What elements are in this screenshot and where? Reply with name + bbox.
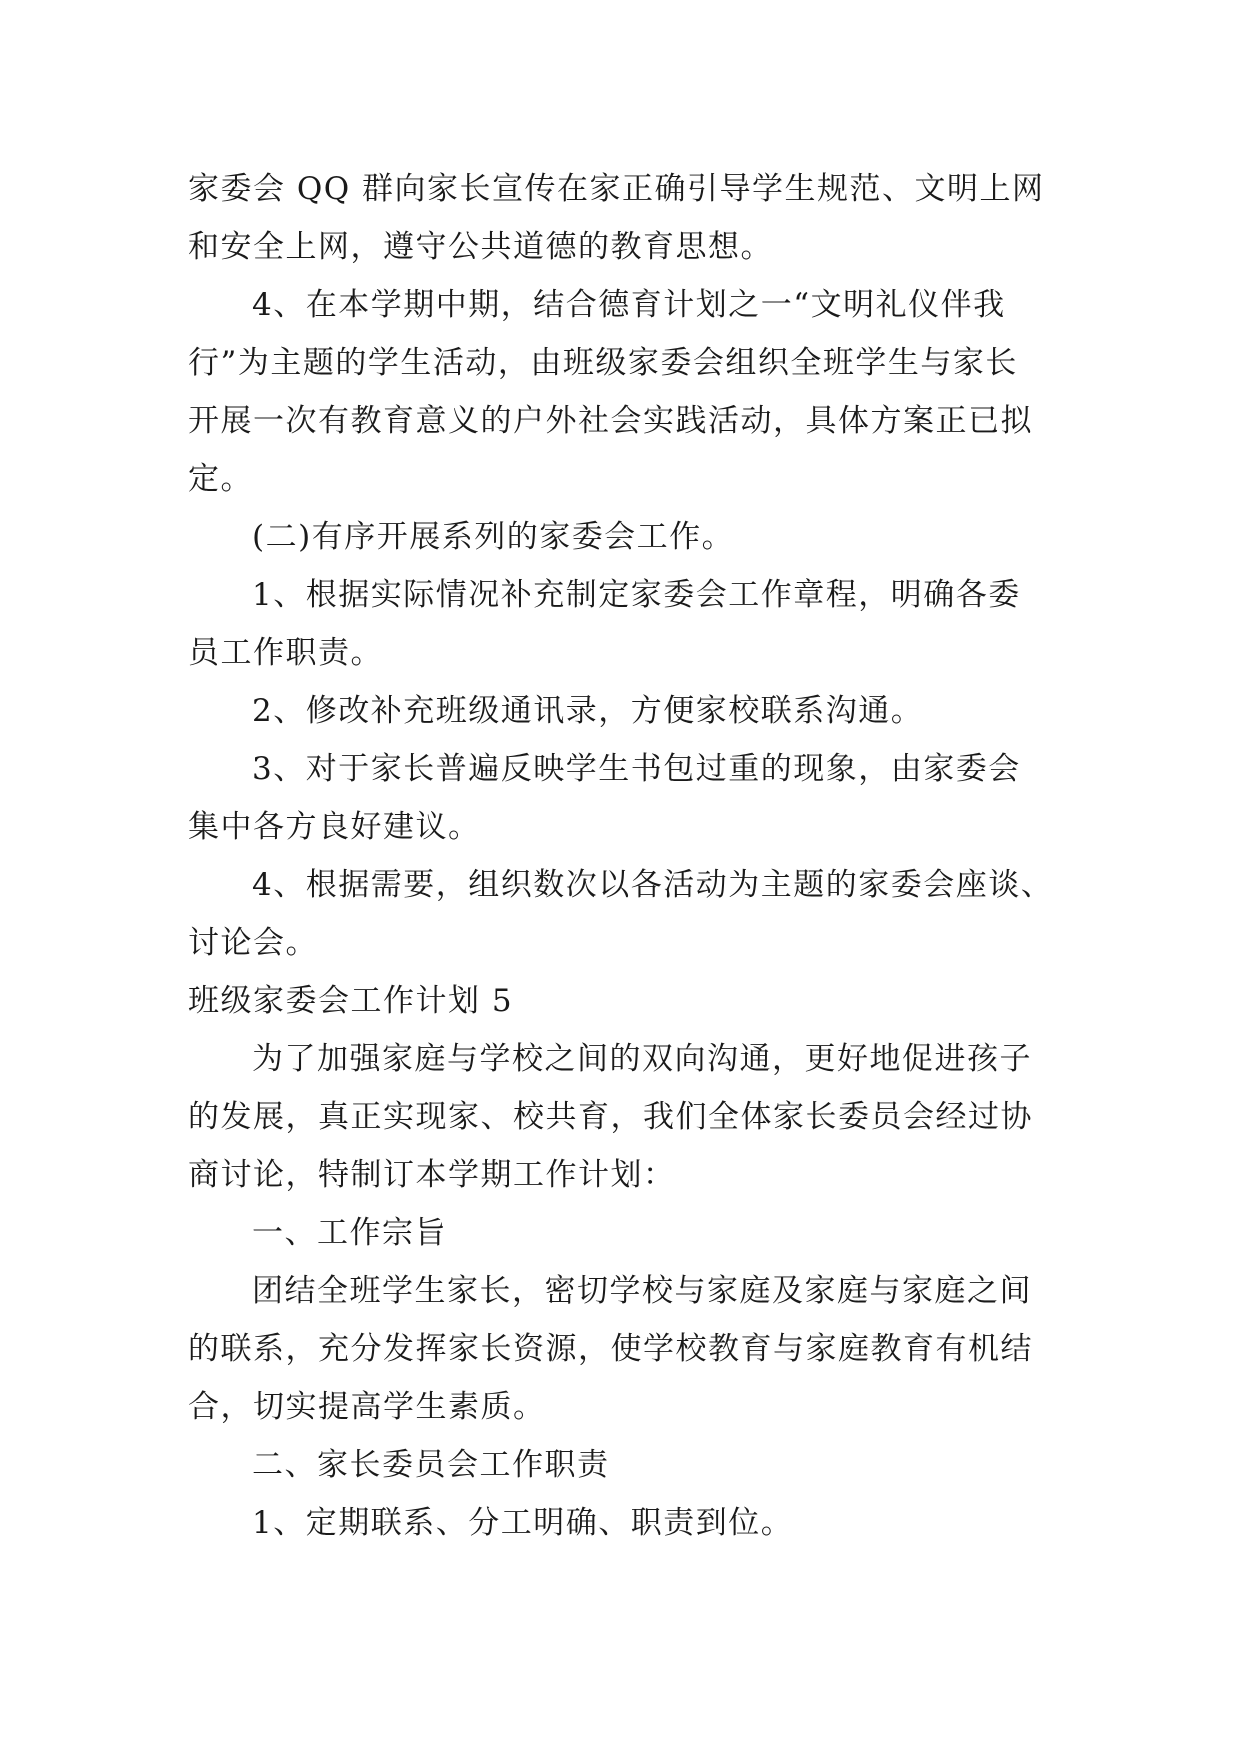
text-line: 行”为主题的学生活动，由班级家委会组织全班学生与家长 bbox=[188, 345, 1018, 381]
section-heading: 一、工作宗旨 bbox=[252, 1215, 447, 1251]
text-line: 开展一次有教育意义的户外社会实践活动，具体方案正已拟 bbox=[188, 403, 1033, 439]
text-line: 和安全上网，遵守公共道德的教育思想。 bbox=[188, 229, 773, 265]
text-line: 1、定期联系、分工明确、职责到位。 bbox=[252, 1505, 794, 1541]
text-line: 4、在本学期中期，结合德育计划之一“文明礼仪伴我 bbox=[252, 287, 1006, 323]
text-line: 3、对于家长普遍反映学生书包过重的现象，由家委会 bbox=[252, 751, 1021, 787]
text-line: 的联系，充分发挥家长资源，使学校教育与家庭教育有机结 bbox=[188, 1331, 1033, 1367]
text-line: 的发展，真正实现家、校共育，我们全体家长委员会经过协 bbox=[188, 1099, 1033, 1135]
document-title: 班级家委会工作计划 5 bbox=[188, 983, 514, 1019]
text-line: 定。 bbox=[188, 461, 253, 497]
text-line: 2、修改补充班级通讯录，方便家校联系沟通。 bbox=[252, 693, 924, 729]
text-line: 集中各方良好建议。 bbox=[188, 809, 481, 845]
text-line: 4、根据需要，组织数次以各活动为主题的家委会座谈、 bbox=[252, 867, 1054, 903]
document-body bbox=[188, 160, 1054, 1552]
text-line: 为了加强家庭与学校之间的双向沟通，更好地促进孩子 bbox=[252, 1041, 1032, 1077]
text-line: 家委会 QQ 群向家长宣传在家正确引导学生规范、文明上网 bbox=[188, 171, 1045, 207]
section-heading: 二、家长委员会工作职责 bbox=[252, 1447, 610, 1483]
section-heading: (二)有序开展系列的家委会工作。 bbox=[252, 519, 735, 555]
text-line: 团结全班学生家长，密切学校与家庭及家庭与家庭之间 bbox=[252, 1273, 1032, 1309]
text-line: 1、根据实际情况补充制定家委会工作章程，明确各委 bbox=[252, 577, 1021, 613]
text-line: 员工作职责。 bbox=[188, 635, 383, 671]
text-line: 讨论会。 bbox=[188, 925, 318, 961]
text-line: 商讨论，特制订本学期工作计划： bbox=[188, 1157, 676, 1193]
text-line: 合，切实提高学生素质。 bbox=[188, 1389, 546, 1425]
